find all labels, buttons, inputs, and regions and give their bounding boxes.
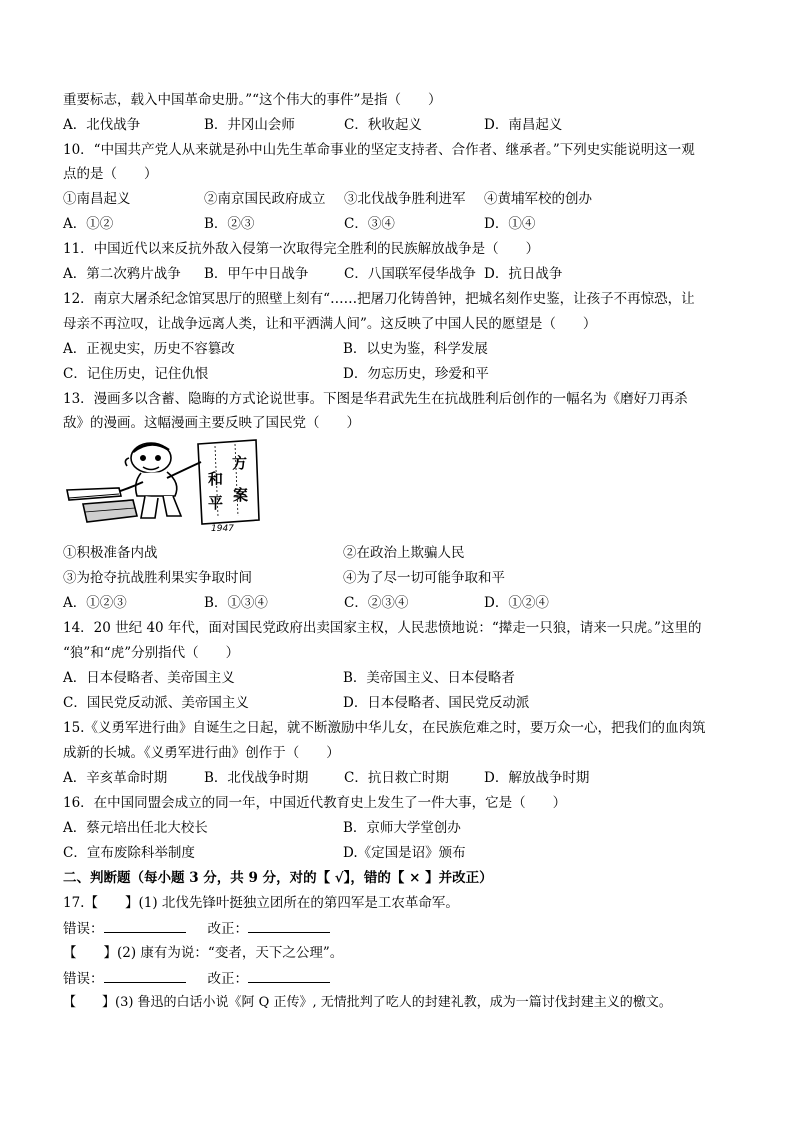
q14-stem-line1: 14．20 世纪 40 年代，面对国民党政府出卖国家主权，人民悲愤地说：“撵走一只狼，请来一只虎。”这里的 — [63, 620, 702, 636]
q15-stem-line2: 成新的长城。《义勇军进行曲》创作于（ ） — [63, 745, 340, 761]
q16-option-b: B．京师大学堂创办 — [343, 820, 461, 836]
q14-option-b: B．美帝国主义、日本侵略者 — [343, 670, 515, 686]
q11-option-c: C．八国联军侵华战争 — [344, 266, 476, 282]
q14-option-a: A．日本侵略者、美帝国主义 — [63, 670, 235, 686]
q16-option-a: A．蔡元培出任北大校长 — [63, 820, 208, 836]
q10-option-c: C．③④ — [344, 216, 395, 232]
sign-char-an: 案 — [233, 486, 249, 504]
q13-item-2: ②在政治上欺骗人民 — [343, 545, 465, 561]
q10-option-b: B．②③ — [204, 216, 255, 232]
q17-answer-row-1 — [63, 919, 330, 937]
q12-option-d: D．勿忘历史，珍爱和平 — [343, 366, 489, 382]
q16-option-d: D.《定国是诏》颁布 — [343, 845, 466, 861]
q17-statement-3: 【 】(3) 鲁迅的白话小说《阿 Q 正传》, 无情批判了吃人的封建礼教，成为一篇讨伐封建主义的檄文。 — [63, 995, 672, 1010]
q15-stem-line1: 15.《义勇军进行曲》自诞生之日起，就不断激励中华儿女，在民族危难之时，要万众一心，把我们的血肉筑 — [63, 720, 706, 736]
q14-option-d: D．日本侵略者、国民党反动派 — [343, 695, 530, 711]
q10-item-1: ①南昌起义 — [63, 191, 131, 207]
q9-option-c: C．秋收起义 — [344, 117, 422, 133]
q14-option-c: C．国民党反动派、美帝国主义 — [63, 695, 249, 711]
q11-option-b: B．甲午中日战争 — [204, 266, 309, 282]
error-label: 错误： — [63, 921, 104, 937]
q13-item-1: ①积极准备内战 — [63, 545, 158, 561]
q10-item-2: ②南京国民政府成立 — [204, 191, 326, 207]
q13-option-a: A．①②③ — [63, 595, 127, 611]
q15-option-a: A．辛亥革命时期 — [63, 770, 168, 786]
q13-option-c: C．②③④ — [344, 595, 409, 611]
cartoon-year: 1947 — [211, 524, 234, 533]
q10-stem-line2: 点的是（ ） — [63, 166, 158, 182]
q12-option-b: B．以史为鉴，科学发展 — [343, 341, 488, 357]
q15-option-c: C．抗日救亡时期 — [344, 770, 449, 786]
error-label: 错误： — [63, 971, 104, 987]
q10-option-a: A．①② — [63, 216, 114, 232]
q12-stem-line2: 母亲不再泣叹，让战争远离人类，让和平洒满人间”。这反映了中国人民的愿望是（ ） — [63, 316, 597, 332]
sign-char-ping: 平 — [208, 494, 224, 512]
q10-item-4: ④黄埔军校的创办 — [484, 191, 592, 207]
q10-option-d: D．①④ — [484, 216, 536, 232]
q15-option-d: D．解放战争时期 — [484, 770, 590, 786]
sign-char-fang: 方 — [232, 454, 248, 472]
q13-stem-line1: 13．漫画多以含蓄、隐晦的方式论说世事。下图是华君武先生在抗战胜利后创作的一幅名为《磨好刀再杀 — [63, 391, 688, 407]
section-title-judgement: 二、判断题（每小题 3 分，共 9 分，对的【 √】，错的【 × 】并改正） — [63, 870, 493, 886]
q16-option-c: C．宣布废除科举制度 — [63, 845, 195, 861]
q13-stem-line2: 敌》的漫画。这幅漫画主要反映了国民党（ ） — [63, 415, 360, 431]
q10-item-3: ③北伐战争胜利进军 — [344, 191, 466, 207]
q11-stem: 11．中国近代以来反抗外敌入侵第一次取得完全胜利的民族解放战争是（ ） — [63, 241, 540, 257]
cartoon-sharpen-knife — [63, 438, 268, 533]
q13-option-b: B．①③④ — [204, 595, 268, 611]
fix-blank-1[interactable] — [248, 919, 330, 933]
q16-stem: 16．在中国同盟会成立的同一年，中国近代教育史上发生了一件大事，它是（ ） — [63, 795, 567, 811]
q12-option-c: C．记住历史，记住仇恨 — [63, 366, 209, 382]
q9-option-a: A．北伐战争 — [63, 117, 141, 133]
q12-option-a: A．正视史实，历史不容篡改 — [63, 341, 235, 357]
fix-blank-2[interactable] — [248, 969, 330, 983]
sign-char-he: 和 — [208, 470, 224, 488]
q15-option-b: B．北伐战争时期 — [204, 770, 309, 786]
q11-option-d: D．抗日战争 — [484, 266, 563, 282]
q12-stem-line1: 12．南京大屠杀纪念馆冥思厅的照壁上刻有“……把屠刀化铸兽钟，把城名刻作史鉴，让孩子不再惊恐，让 — [63, 291, 695, 307]
knife-and-whetstone — [67, 488, 137, 522]
q17-statement-2: 【 】(2) 康有为说：“变者，天下之公理”。 — [63, 945, 344, 961]
peace-plan-sign — [198, 440, 259, 524]
error-blank-2[interactable] — [104, 969, 186, 983]
q13-option-d: D．①②④ — [484, 595, 549, 611]
q17-answer-row-2 — [63, 969, 330, 987]
q9-option-d: D．南昌起义 — [484, 117, 563, 133]
q13-item-4: ④为了尽一切可能争取和平 — [343, 570, 505, 586]
q10-stem-line1: 10．“中国共产党人从来就是孙中山先生革命事业的坚定支持者、合作者、继承者。”下列史实能说明这一观 — [63, 142, 695, 158]
fix-label: 改正： — [207, 971, 248, 987]
q11-option-a: A．第二次鸦片战争 — [63, 266, 181, 282]
q14-stem-line2: “狼”和“虎”分别指代（ ） — [63, 645, 240, 661]
q13-item-3: ③为抢夺抗战胜利果实争取时间 — [63, 570, 252, 586]
fix-label: 改正： — [207, 921, 248, 937]
q9-stem: 重要标志，载入中国革命史册。”“这个伟大的事件”是指（ ） — [63, 92, 442, 108]
q9-option-b: B．井冈山会师 — [204, 117, 295, 133]
error-blank-1[interactable] — [104, 919, 186, 933]
q17-statement-1: 17.【 】(1) 北伐先锋叶挺独立团所在的第四军是工农革命军。 — [63, 895, 459, 911]
